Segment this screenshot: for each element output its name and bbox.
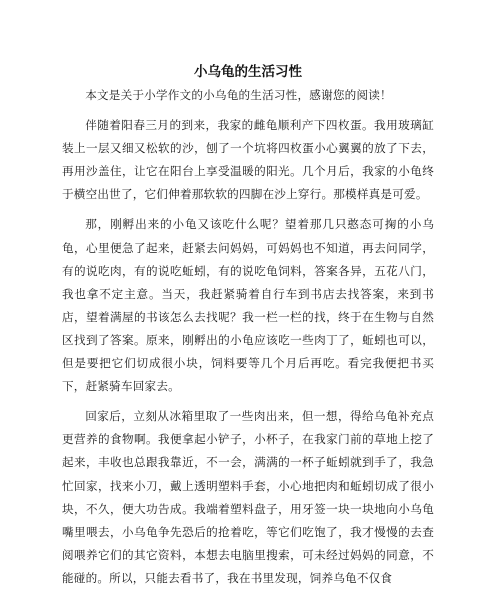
intro-paragraph: 本文是关于小学作文的小乌龟的生活习性，感谢您的阅读！ <box>85 88 392 102</box>
article-body <box>62 84 434 597</box>
body-paragraph: 那，刚孵出来的小龟又该吃什么呢？望着那几只憨态可掬的小乌龟，心里便急了起来，赶紧去问妈妈，可妈妈也不知道，再去问同学，有的说吃肉，有的说吃蚯蚓，有的说吃龟饲料，答案各异，五花八门，我也拿不定主意。当天，我赶紧骑着自行车到书店去找答案，来到书店，望着满屋的书该怎么去找呢？我一栏一栏的找，终于在生物与自然区找到了答案。原来，刚孵出的小龟应该吃一些肉丁了，蚯蚓也可以，但是要把它们切成很小块，饲料要等几个月后再吃。看完我便把书买下，赶紧骑车回家去。 <box>62 217 434 394</box>
page-title: 小乌龟的生活习性 <box>194 64 302 80</box>
body-paragraph: 回家后，立刻从冰箱里取了一些肉出来，但一想，得给乌龟补充点更营养的食物啊。我便拿起小铲子，小杯子，在我家门前的草地上挖了起来，丰收也总跟我靠近，不一会，满满的一杯子蚯蚓就到手了，我急忙回家，找来小刀，戴上透明塑料手套，小心地把肉和蚯蚓切成了很小块，不久，便大功告成。我端着塑料盘子，用牙签一块一块地向小乌龟嘴里喂去，小乌龟争先恐后的抢着吃，等它们吃饱了，我才慢慢的去查阅喂养它们的其它资料，本想去电脑里搜索，可未经过妈妈的同意，不能碰的。所以，只能去看书了，我在书里发现，饲养乌龟不仅食 <box>62 409 434 585</box>
body-paragraph: 伴随着阳春三月的到来，我家的雌龟顺利产下四枚蛋。我用玻璃缸装上一层又细又松软的沙，刨了一个坑将四枚蛋小心翼翼的放了下去，再用沙盖住，让它在阳台上享受温暖的阳光。几个月后，我家的小龟终于横空出世了，它们伸着那软软的四脚在沙上穿行。那模样真是可爱。 <box>62 118 434 202</box>
